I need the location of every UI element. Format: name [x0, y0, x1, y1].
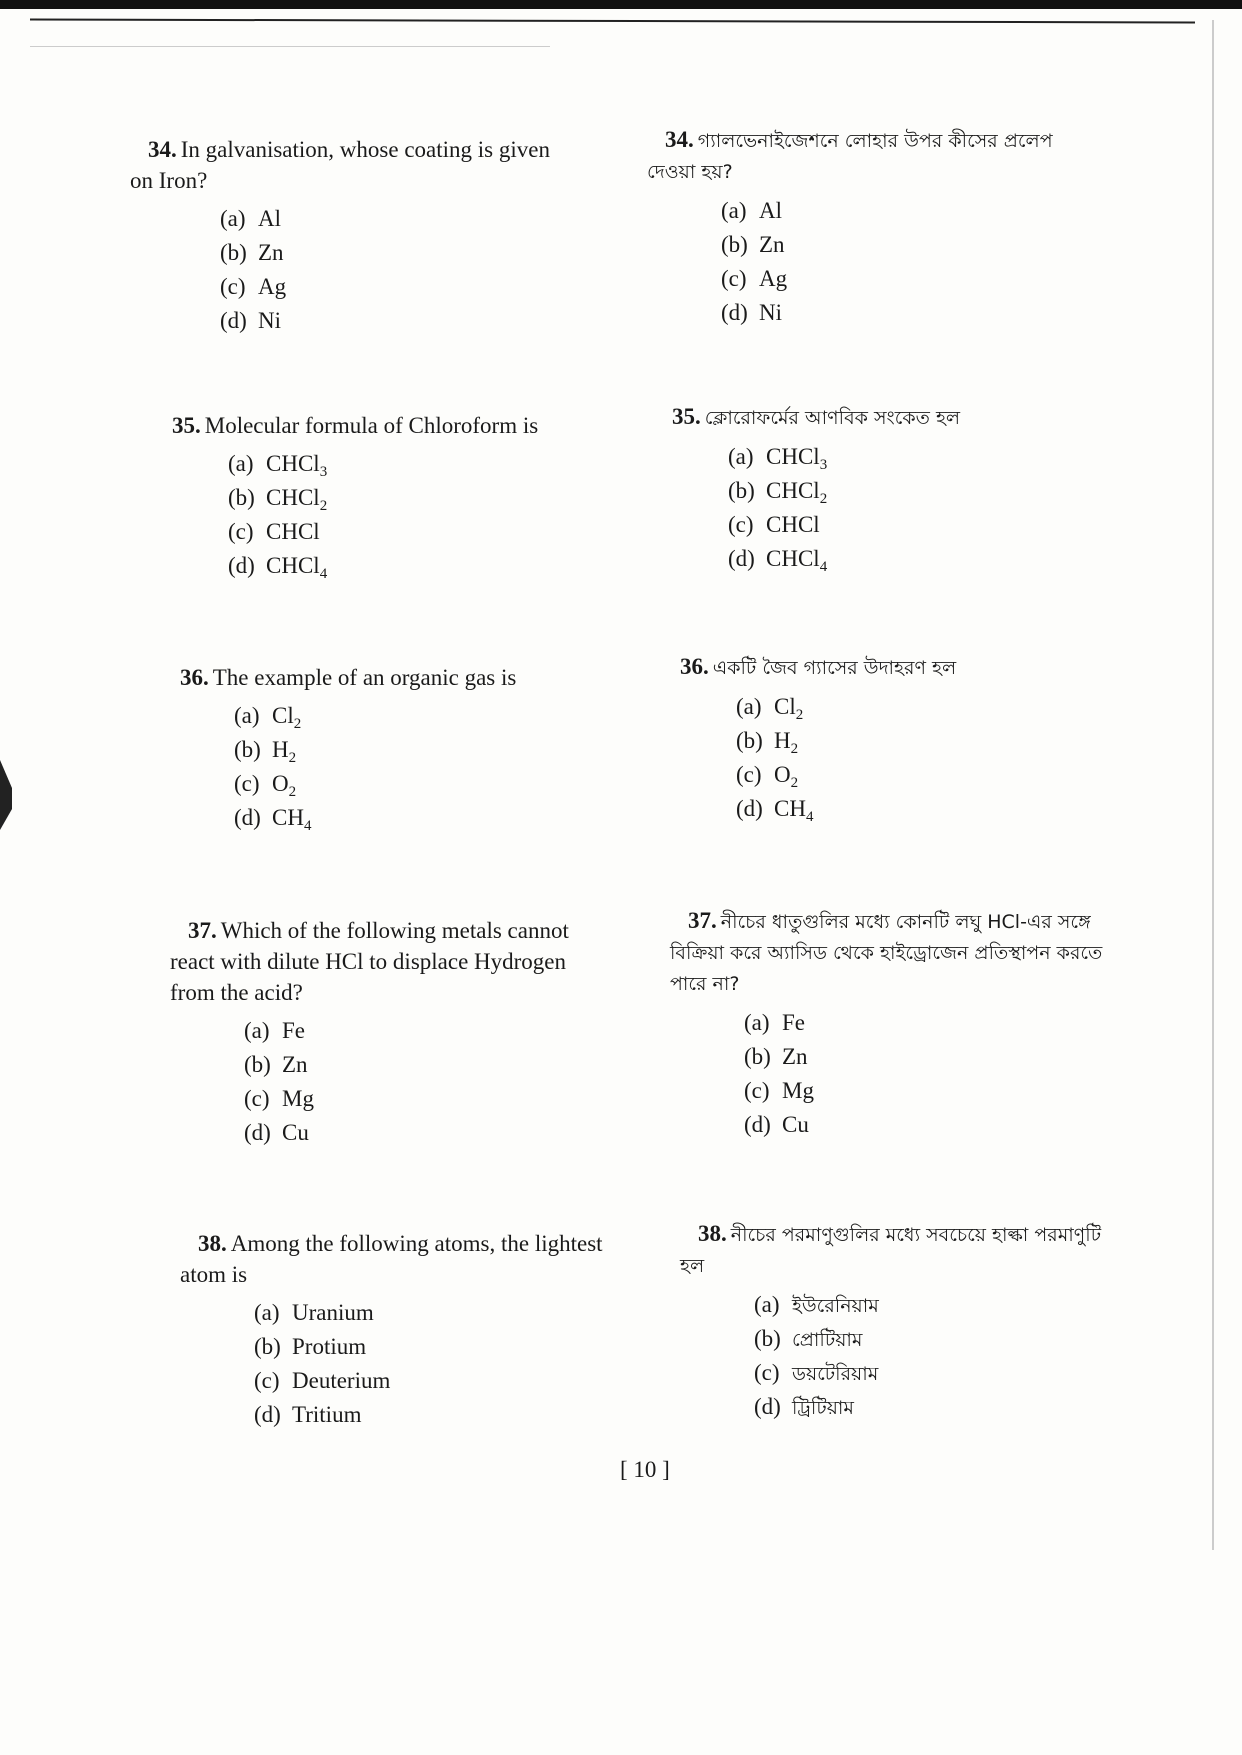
question-stem: 34. গ্যালভেনাইজেশনে লোহার উপর কীসের প্রলেপ দেওয়া হয়?	[647, 127, 1053, 183]
question-stem: 35. ক্লোরোফর্মের আণবিক সংকেত হল	[672, 404, 961, 429]
option-d: (d) Ni	[220, 308, 281, 333]
question-number: 34.	[665, 127, 694, 152]
scan-faint-rule	[30, 46, 550, 47]
question-number: 37.	[188, 918, 217, 943]
question-stem: 36. The example of an organic gas is	[180, 665, 517, 690]
question-stem: 38. নীচের পরমাণুগুলির মধ্যে সবচেয়ে হাল্কা পরমাণুটি হল	[680, 1221, 1102, 1277]
option-a: (a) Uranium	[254, 1300, 374, 1325]
option-d: (d) Ni	[721, 300, 782, 325]
option-d: (d) Cu	[244, 1120, 309, 1145]
question-number: 35.	[172, 413, 201, 438]
question-36-en	[180, 662, 650, 835]
option-c: (c) Mg	[744, 1078, 814, 1103]
question-number: 38.	[198, 1231, 227, 1256]
option-d: (d) $CH_4$	[736, 796, 814, 825]
options-list	[234, 699, 650, 835]
question-number: 38.	[698, 1221, 727, 1246]
question-35-en	[172, 410, 642, 583]
question-stem: 38. Among the following atoms, the lightest atom is	[180, 1231, 603, 1287]
question-38-en	[180, 1228, 668, 1432]
option-b: (b) $H_2$	[736, 728, 799, 757]
option-d: (d) Tritium	[254, 1402, 362, 1427]
page-number: [ 10 ]	[620, 1457, 670, 1482]
option-d: (d) $CH_4$	[234, 805, 312, 834]
option-c: (c) Ag	[721, 266, 788, 291]
option-d: (d) ট্রিটিয়াম	[754, 1394, 854, 1419]
options-list	[744, 1006, 1168, 1142]
options-list	[721, 194, 1145, 330]
options-list	[220, 202, 618, 338]
option-a: (a) CHCl$_3$	[728, 444, 828, 473]
question-37-en	[170, 915, 658, 1150]
option-d: (d) CHCl$_4$	[228, 553, 328, 582]
option-b: (b) Zn	[721, 232, 785, 257]
question-38-bn	[680, 1218, 1178, 1424]
option-a: (a) $Cl_2$	[234, 703, 302, 732]
options-list	[228, 447, 642, 583]
option-c: (c) Deuterium	[254, 1368, 391, 1393]
question-34-en	[130, 134, 618, 338]
option-b: (b) $H_2$	[234, 737, 297, 766]
scan-top-edge	[0, 0, 1242, 9]
question-36-bn	[680, 651, 1160, 826]
option-b: (b) Zn	[220, 240, 284, 265]
option-a: (a) Al	[721, 198, 782, 223]
option-b: (b) CHCl$_2$	[228, 485, 328, 514]
question-35-bn	[672, 401, 1152, 576]
question-number: 35.	[672, 404, 701, 429]
options-list	[244, 1014, 658, 1150]
question-34-bn	[647, 124, 1145, 330]
option-a: (a) Fe	[244, 1018, 305, 1043]
question-stem: 37. নীচের ধাতুগুলির মধ্যে কোনটি লঘু HCl-এর সঙ্গে বিক্রিয়া করে অ্যাসিড থেকে হাইড্রোজেন প্রতিস্থাপন করতে পারে না?	[670, 908, 1103, 995]
question-stem: 36. একটি জৈব গ্যাসের উদাহরণ হল	[680, 654, 957, 679]
option-a: (a) Fe	[744, 1010, 805, 1035]
option-b: (b) Zn	[744, 1044, 808, 1069]
options-list	[754, 1288, 1178, 1424]
scan-right-shadow	[1212, 20, 1214, 1550]
option-c: (c) $O_2$	[234, 771, 297, 800]
scan-top-rule	[30, 18, 1195, 23]
option-c: (c) CHCl	[728, 512, 820, 537]
question-stem: 37. Which of the following metals cannot react with dilute HCl to displace Hydrogen from the acid?	[170, 918, 569, 1005]
option-c: (c) $O_2$	[736, 762, 799, 791]
question-number: 36.	[680, 654, 709, 679]
option-c: (c) Mg	[244, 1086, 314, 1111]
question-stem: 34. In galvanisation, whose coating is given on Iron?	[130, 137, 550, 193]
option-b: (b) Protium	[254, 1334, 367, 1359]
option-d: (d) CHCl$_4$	[728, 546, 828, 575]
option-c: (c) ডয়টেরিয়াম	[754, 1360, 879, 1385]
option-b: (b) CHCl$_2$	[728, 478, 828, 507]
option-b: (b) প্রোটিয়াম	[754, 1326, 863, 1351]
option-a: (a) $Cl_2$	[736, 694, 804, 723]
question-stem: 35. Molecular formula of Chloroform is	[172, 413, 539, 438]
option-a: (a) ইউরেনিয়াম	[754, 1292, 879, 1317]
option-a: (a) Al	[220, 206, 281, 231]
question-37-bn	[670, 905, 1168, 1142]
options-list	[736, 690, 1160, 826]
options-list	[728, 440, 1152, 576]
option-a: (a) CHCl$_3$	[228, 451, 328, 480]
options-list	[254, 1296, 668, 1432]
option-d: (d) Cu	[744, 1112, 809, 1137]
question-number: 37.	[688, 908, 717, 933]
option-b: (b) Zn	[244, 1052, 308, 1077]
option-c: (c) CHCl	[228, 519, 320, 544]
option-c: (c) Ag	[220, 274, 287, 299]
question-number: 34.	[148, 137, 177, 162]
scan-left-mark	[0, 760, 12, 830]
question-number: 36.	[180, 665, 209, 690]
